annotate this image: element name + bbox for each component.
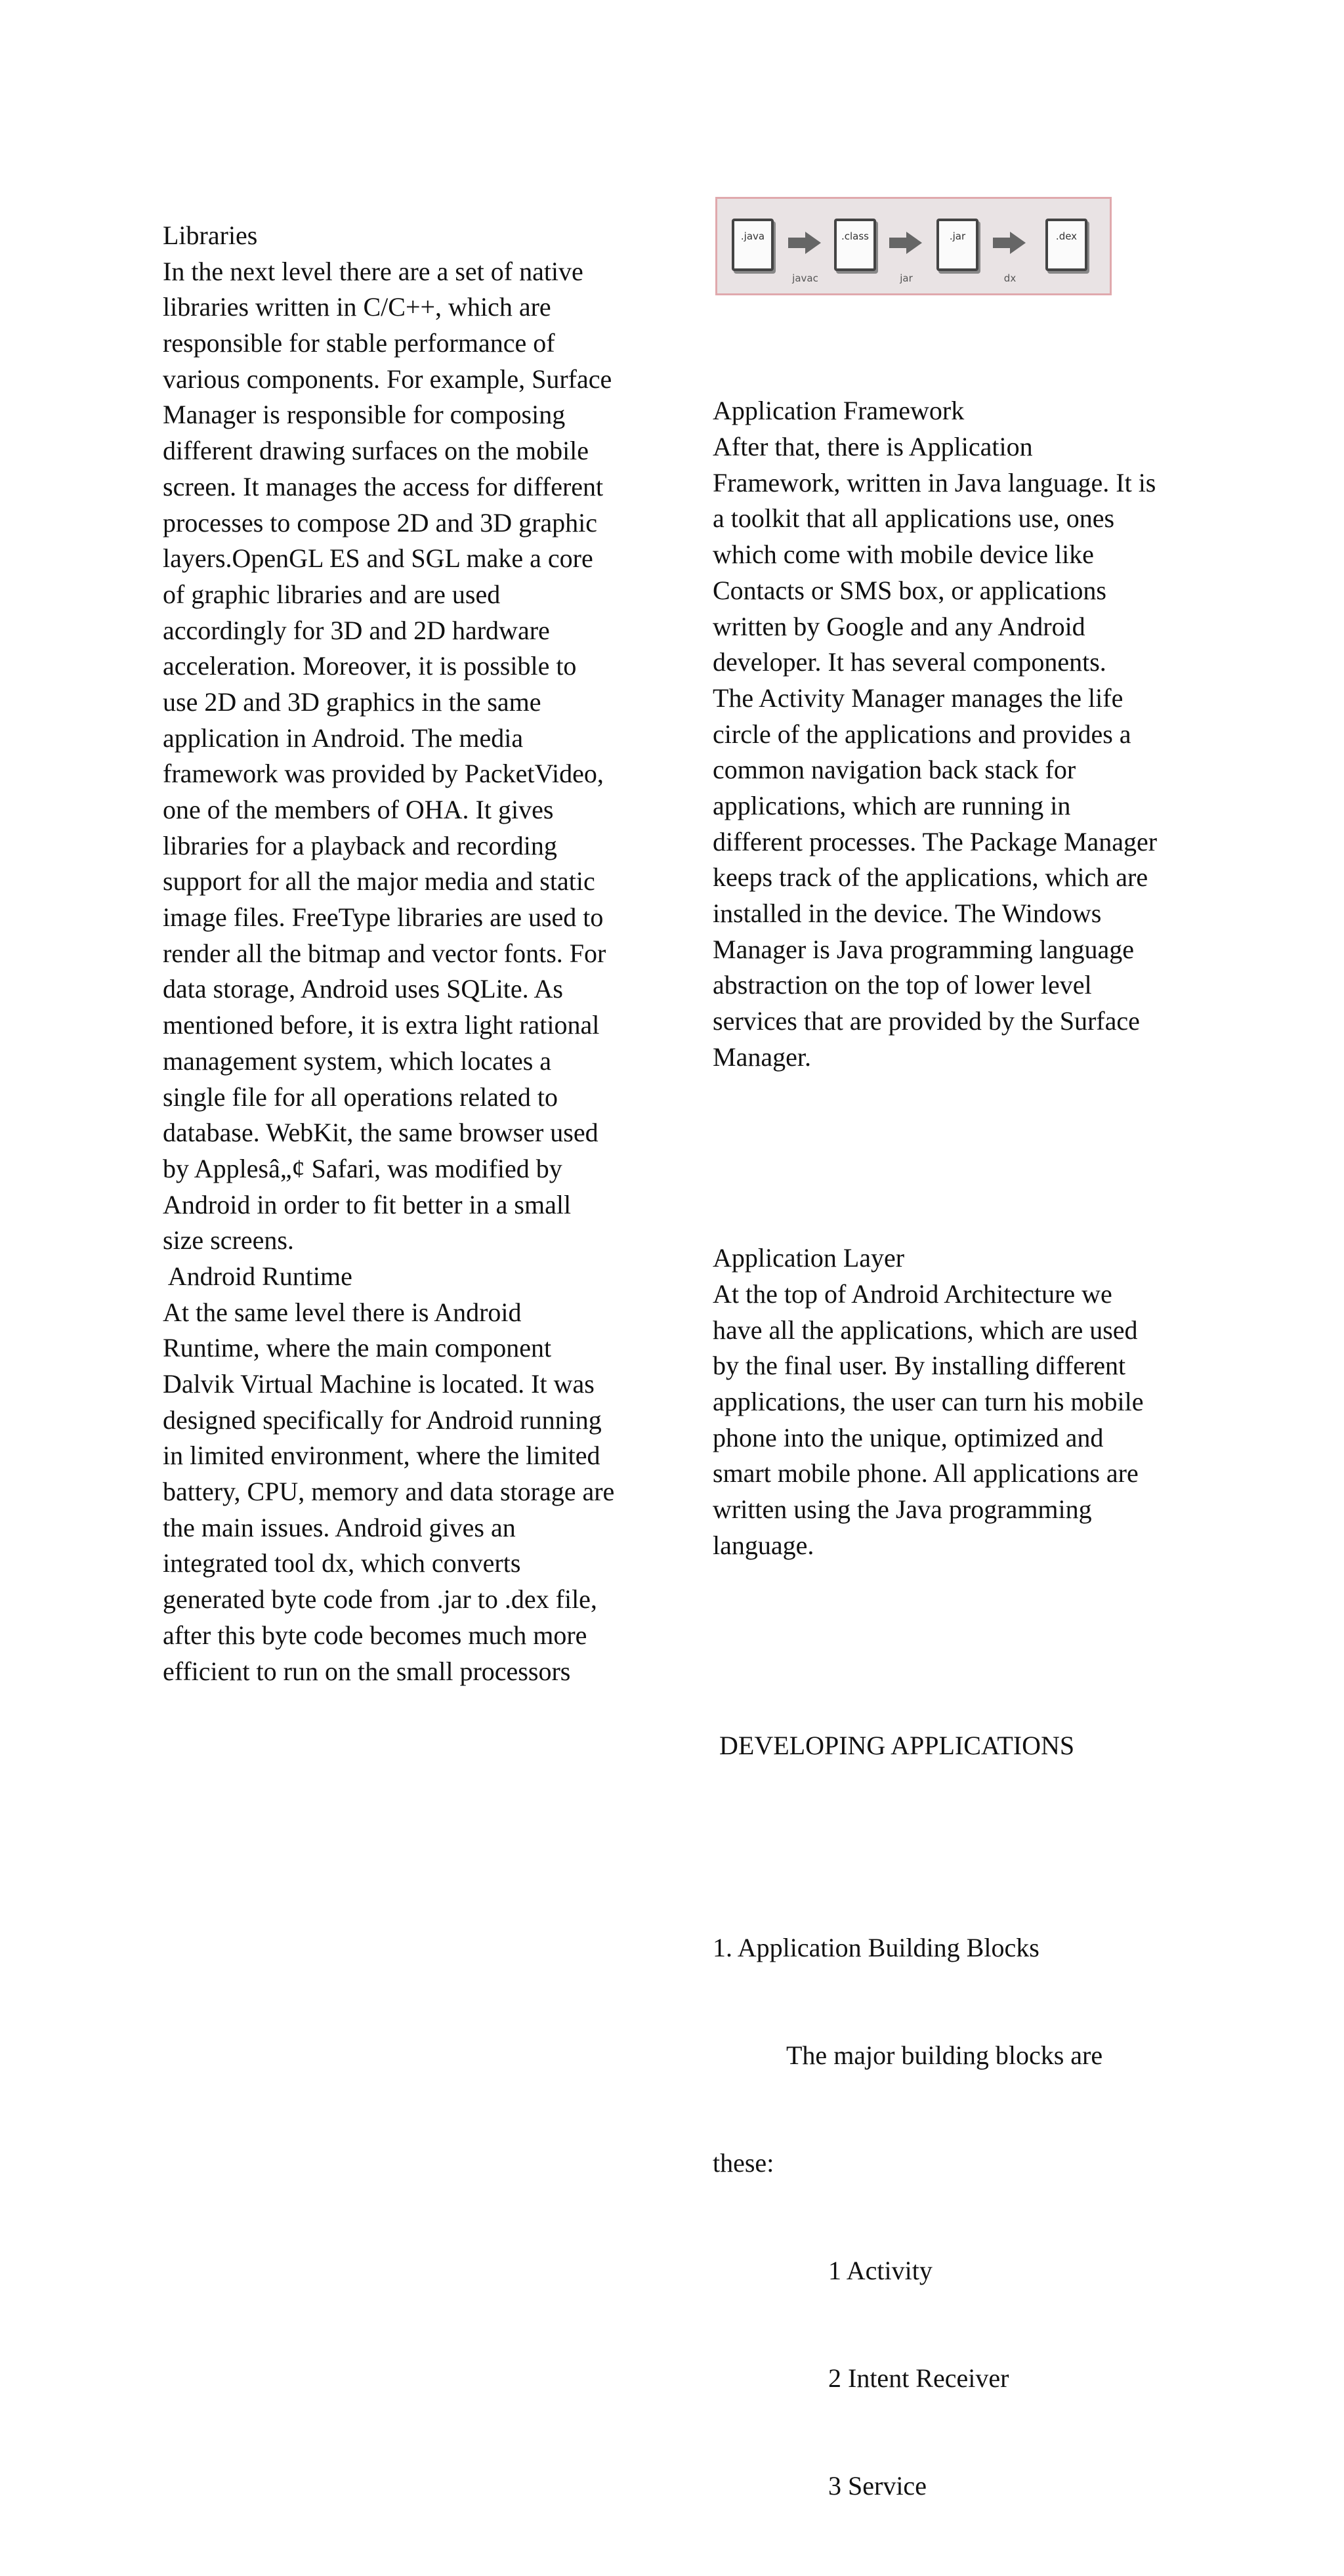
text-line: framework was provided by PacketVideo,	[163, 759, 604, 789]
right-column	[713, 322, 1185, 2576]
text-line: Manager is responsible for composing	[163, 400, 566, 430]
text-line: size screens.	[163, 1225, 294, 1256]
text-line: support for all the major media and static	[163, 866, 595, 897]
arrow-icon	[993, 232, 1026, 254]
section-heading: Application Layer	[713, 1243, 905, 1273]
application-framework-section	[713, 393, 1185, 1075]
tool-label: javac	[792, 272, 818, 284]
text-line: services that are provided by the Surface	[713, 1006, 1140, 1036]
text-line: layers.OpenGL ES and SGL make a core	[163, 543, 593, 574]
text-line: in limited environment, where the limited	[163, 1441, 600, 1471]
text-line: At the same level there is Android	[163, 1297, 522, 1327]
text-line: Contacts or SMS box, or applications	[713, 575, 1106, 605]
text-line: common navigation back stack for	[713, 755, 1076, 785]
text-line: different drawing surfaces on the mobile	[163, 436, 589, 466]
building-block-item: 2 Intent Receiver	[828, 2363, 1009, 2394]
application-layer-section	[713, 1240, 1185, 1563]
text-line: language.	[713, 1530, 814, 1560]
text-line: Android in order to fit better in a small	[163, 1189, 572, 1219]
text-line: processes to compose 2D and 3D graphic	[163, 507, 598, 538]
arrow-icon	[889, 232, 922, 254]
section-heading: Libraries	[163, 221, 258, 250]
text-line: screen. It manages the access for different	[163, 471, 604, 501]
text-line: use 2D and 3D graphics in the same	[163, 686, 541, 717]
text-line: acceleration. Moreover, it is possible to	[163, 651, 577, 681]
text-line: libraries for a playback and recording	[163, 830, 557, 860]
compilation-diagram	[715, 197, 1112, 295]
text-line: application in Android. The media	[163, 723, 524, 753]
text-line: developer. It has several components.	[713, 647, 1106, 677]
class-file-icon	[834, 219, 876, 271]
text-line: a toolkit that all applications use, ones	[713, 503, 1115, 534]
building-blocks-intro-cont: these:	[713, 2147, 774, 2178]
section-heading: Application Framework	[713, 396, 965, 426]
text-line: circle of the applications and provides a	[713, 719, 1131, 749]
text-line: abstraction on the top of lower level	[713, 970, 1092, 1000]
text-line: generated byte code from .jar to .dex file,	[163, 1584, 597, 1615]
tool-label: dx	[1003, 272, 1017, 284]
text-line: management system, which locates a	[163, 1045, 552, 1076]
text-line: mentioned before, it is extra light rational	[163, 1010, 600, 1040]
text-line: Manager.	[713, 1042, 811, 1072]
text-line: various components. For example, Surface	[163, 364, 612, 394]
text-line: libraries written in C/C++, which are	[163, 292, 551, 322]
building-blocks-intro: The major building blocks are	[786, 2040, 1103, 2070]
text-line: installed in the device. The Windows	[713, 898, 1102, 929]
text-line: accordingly for 3D and 2D hardware	[163, 615, 550, 645]
text-line: Dalvik Virtual Machine is located. It was	[163, 1369, 595, 1399]
left-column	[163, 218, 635, 1689]
text-line: by the final user. By installing different	[713, 1351, 1126, 1381]
file-label: .jar	[949, 230, 966, 242]
text-line: of graphic libraries and are used	[163, 579, 501, 609]
file-label: .java	[740, 230, 765, 242]
text-line: have all the applications, which are used	[713, 1315, 1138, 1345]
text-line: Framework, written in Java language. It is	[713, 467, 1156, 497]
text-line: database. WebKit, the same browser used	[163, 1118, 598, 1148]
text-line: smart mobile phone. All applications are	[713, 1458, 1139, 1489]
text-line: phone into the unique, optimized and	[713, 1422, 1104, 1452]
section-heading: Android Runtime	[163, 1261, 352, 1291]
text-line: Runtime, where the main component	[163, 1333, 552, 1363]
text-line: different processes. The Package Manager	[713, 826, 1158, 856]
text-line: image files. FreeType libraries are used to	[163, 902, 604, 933]
developing-applications-heading: DEVELOPING APPLICATIONS	[713, 1731, 1075, 1761]
file-label: .class	[841, 230, 869, 242]
java-file-icon	[732, 219, 774, 271]
text-line: written by Google and any Android	[713, 611, 1085, 641]
building-block-item: 1 Activity	[828, 2256, 933, 2286]
text-line: integrated tool dx, which converts	[163, 1548, 521, 1578]
building-block-item: 3 Service	[828, 2471, 927, 2501]
dex-file-icon	[1045, 219, 1087, 271]
text-line: responsible for stable performance of	[163, 328, 555, 358]
text-line: designed specifically for Android running	[163, 1404, 602, 1435]
text-line: applications, the user can turn his mobile	[713, 1387, 1144, 1417]
text-line: data storage, Android uses SQLite. As	[163, 974, 563, 1004]
text-line: At the top of Android Architecture we	[713, 1278, 1112, 1309]
text-line: applications, which are running in	[713, 790, 1071, 820]
text-line: single file for all operations related to	[163, 1082, 558, 1112]
text-line: The Activity Manager manages the life	[713, 683, 1124, 713]
text-line: battery, CPU, memory and data storage are	[163, 1477, 615, 1507]
text-line: Manager is Java programming language	[713, 934, 1135, 964]
text-line: render all the bitmap and vector fonts. For	[163, 938, 606, 968]
jar-file-icon	[936, 219, 978, 271]
text-line: after this byte code becomes much more	[163, 1620, 587, 1650]
text-line: efficient to run on the small processors	[163, 1656, 571, 1686]
building-blocks-heading: 1. Application Building Blocks	[713, 1932, 1040, 1962]
text-line: by Applesâ„¢ Safari, was modified by	[163, 1153, 562, 1183]
text-line: In the next level there are a set of native	[163, 256, 583, 286]
text-line: written using the Java programming	[713, 1494, 1092, 1525]
text-line: which come with mobile device like	[713, 539, 1094, 570]
tool-label: jar	[900, 272, 913, 284]
file-label: .dex	[1055, 230, 1078, 242]
text-line: the main issues. Android gives an	[163, 1512, 516, 1542]
text-line: After that, there is Application	[713, 432, 1033, 462]
arrow-icon	[788, 232, 821, 254]
text-line: one of the members of OHA. It gives	[163, 795, 554, 824]
text-line: keeps track of the applications, which are	[713, 862, 1148, 893]
